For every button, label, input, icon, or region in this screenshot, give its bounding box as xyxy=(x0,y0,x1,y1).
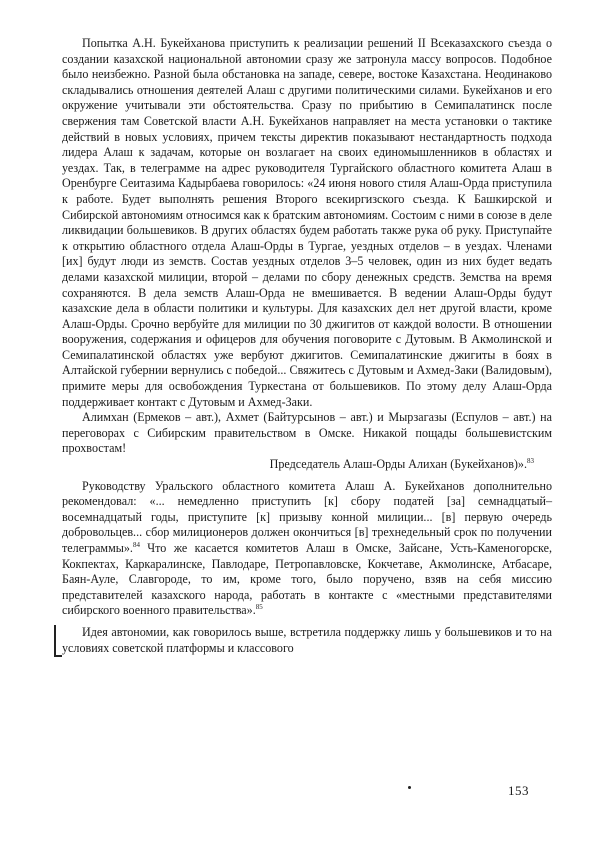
paragraph-autonomy-idea xyxy=(62,625,552,656)
paragraph-text-continued: Что же касается комитетов Алаш в Омске, Зайсане, Усть-Каменогорске, Кокпектах, Каркаралинске, Павлодаре, Петропавловске, Кокчетаве, Акмолинске, Атбасаре, Баян-Ауле, Славгороде, то им, кроме того, было поручено, взяв на себя миссию представителей казахского народа, работать в контакте с «местными представителями сибирского военного правительства». xyxy=(62,541,552,618)
paragraph-text: Алимхан (Ермеков – авт.), Ахмет (Байтурсынов – авт.) и Мырзагазы (Еспулов – авт.) на переговорах с Сибирским правительством в Омске. Никакой пощады большевистским прохвостам! xyxy=(62,410,552,456)
footnote-ref-85[interactable]: 85 xyxy=(255,603,263,612)
signature-text: Председатель Алаш-Орды Алихан (Букейханов)». xyxy=(269,457,527,472)
margin-bracket-mark xyxy=(54,625,62,657)
paragraph-bukeikhanov-directives xyxy=(62,36,552,410)
footnote-ref-84[interactable]: 84 xyxy=(132,540,140,549)
page-number: 153 xyxy=(508,783,529,798)
paragraph-negotiators xyxy=(62,410,552,457)
ink-dot xyxy=(408,786,411,789)
telegram-signature xyxy=(62,457,552,473)
footnote-ref-83[interactable]: 83 xyxy=(527,457,534,465)
paragraph-text: Попытка А.Н. Букейханова приступить к реализации решений II Всеказахского съезда о создании казахской национальной автономии сразу же затронула массу вопросов. Подобное было неизбежно. Разной была обстановка на западе, севере, востоке Казахстана. Неодинаково складывались отношения деятелей Алаш с другими политическими силами. Букейханов и его окружение учитывали эти обстоятельства. Сразу по прибытию в Семипалатинск после свержения там Советской власти А.Н. Букейханов направляет на места установки о тактике действий в новых условиях, причем тексты директив показывают нестандартность подхода лидера Алаш к задачам, которые он возлагает на своих единомышленников в областях и уездах. Так, в телеграмме на адрес руководителя Тургайского областного комитета Алаш в Оренбурге Сеитазима Кадырбаева говорилось: «24 июня нового стиля Алаш-Орда приступила к работе. Будет выполнять решения Второго всекиргизского съезда. К Башкирской и Сибирской автономиям относимся как к братским автономиям. Состоим с ними в союзе в деле ликвидации большевиков. В других областях будем работать также рука об руку. Приступайте к открытию областного отдела Алаш-Орды в Тургае, уездных отделов – в уездах. Членами [их] будут люди из земств. Состав уездных отделов 3–5 человек, один из них будет ведать делами казахской милиции, второй – делами по сбору денежных средств. Земства на время сохраняются. В дела земств Алаш-Орда не вмешивается. В ведении Алаш-Орды будут казахские дела в области политики и культуры. Для казахских дел нет другой власти, кроме Алаш-Орды. Срочно вербуйте для милиции по 30 джигитов от каждой волости. В отношении вооружения, содержания и офицеров для обучения поговорите с Дутовым. В Акмолинской и Семипалатинской областях уже вербуют джигитов. Семипалатинские джигиты в боях в Алтайской губернии вернулись с победой... Свяжитесь с Дутовым и Ахмед-Заки (Валидовым), примите меры для освобождения Туркестана от большевиков. По этому делу Алаш-Орда поддерживает контакт с Дутовым и Ахмед-Заки. xyxy=(62,36,552,409)
paragraph-text: Руководству Уральского областного комитета Алаш А. Букейханов дополнительно рекомендовал: «... немедленно приступить [к] сбору податей [за] семнадцатый–восемнадцатый годы, приступите [к] призыву конной милиции... [в] первую очередь добровольцев... сбор милиционеров должен окончиться [в] трехнедельный срок по получении телеграммы». xyxy=(62,478,552,555)
paragraph-text: Идея автономии, как говорилось выше, встретила поддержку лишь у большевиков и то на условиях советской платформы и классового xyxy=(62,624,552,655)
page-body xyxy=(62,36,552,656)
paragraph-ural-committee xyxy=(62,479,552,619)
